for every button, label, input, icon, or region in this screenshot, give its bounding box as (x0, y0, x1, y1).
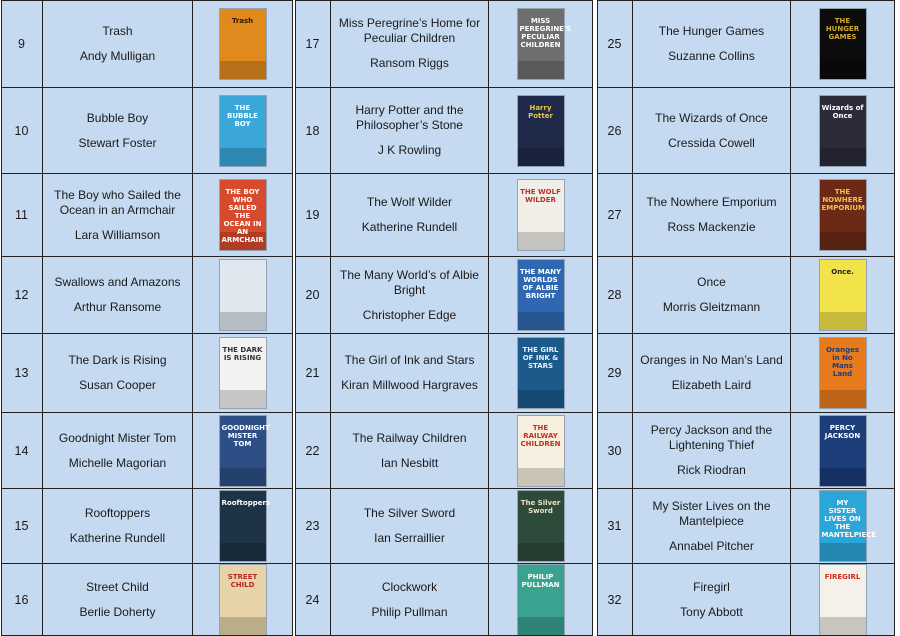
book-title: Goodnight Mister Tom (58, 430, 177, 445)
book-author: J K Rowling (377, 143, 442, 157)
book-details (331, 564, 489, 636)
book-cover-image (518, 180, 564, 250)
book-cover-cell (791, 257, 895, 333)
book-number: 25 (597, 0, 633, 87)
book-cover-cell (193, 564, 293, 636)
book-author: Ransom Riggs (370, 56, 449, 70)
cover-art (518, 543, 564, 561)
book-cover-cell (193, 334, 293, 412)
cover-art (820, 617, 866, 635)
book-cover-image (820, 338, 866, 408)
book-row (295, 563, 593, 636)
book-cover-cell (791, 0, 895, 87)
book-cover-image (820, 260, 866, 330)
book-column-1 (1, 0, 293, 636)
book-row (295, 0, 593, 87)
cover-title-text: PHILIP PULLMAN (521, 573, 560, 589)
cover-art (820, 543, 866, 561)
book-row (597, 333, 895, 412)
book-author: Michelle Magorian (68, 455, 167, 470)
book-number: 26 (597, 88, 633, 173)
book-number: 22 (295, 413, 331, 488)
book-details (633, 257, 791, 333)
book-details (43, 489, 193, 563)
book-cover-cell (489, 564, 593, 636)
book-title: Swallows and Amazons (54, 275, 181, 289)
cover-title-text: Wizards of Once (821, 103, 864, 120)
book-row (1, 256, 293, 333)
book-author: Andy Mulligan (79, 48, 156, 63)
book-row (295, 333, 593, 412)
book-author: Cressida Cowell (668, 135, 755, 150)
cover-title-text: STREET CHILD (227, 573, 258, 589)
book-details (43, 174, 193, 256)
book-details (331, 88, 489, 173)
cover-art (518, 468, 564, 486)
book-row (597, 412, 895, 488)
cover-art (820, 390, 866, 408)
book-cover-cell (791, 334, 895, 412)
book-cover-cell (791, 174, 895, 256)
book-details (633, 564, 791, 636)
book-cover-cell (489, 88, 593, 173)
book-row (295, 488, 593, 563)
book-row (295, 87, 593, 173)
cover-art (518, 617, 564, 635)
book-number: 9 (1, 0, 43, 87)
cover-title-text: THE GIRL OF INK & STARS (522, 346, 559, 370)
book-cover-cell (489, 0, 593, 87)
cover-title-text: THE MANY WORLDS OF ALBIE BRIGHT (519, 268, 562, 300)
book-cover-image (518, 9, 572, 79)
book-row (1, 87, 293, 173)
book-cover-cell (791, 564, 895, 636)
book-number: 31 (597, 489, 633, 563)
book-number: 13 (1, 334, 43, 412)
book-cover-image (820, 96, 866, 166)
book-details (633, 88, 791, 173)
book-number: 24 (295, 564, 331, 636)
book-cover-image (820, 565, 866, 635)
book-author: Philip Pullman (371, 605, 448, 619)
book-details (43, 413, 193, 488)
book-author: Ian Nesbitt (380, 455, 439, 470)
cover-art (518, 390, 564, 408)
cover-title-text: Oranges in No Mans Land (825, 346, 860, 378)
cover-art (820, 468, 866, 486)
book-row (295, 256, 593, 333)
book-author: Katherine Rundell (69, 531, 166, 545)
book-author: Katherine Rundell (361, 220, 458, 234)
book-row (597, 87, 895, 173)
book-number: 11 (1, 174, 43, 256)
book-cover-image (518, 491, 564, 561)
cover-title-text: THE WOLF WILDER (520, 188, 561, 204)
cover-art (220, 617, 266, 635)
book-title: The Nowhere Emporium (646, 195, 777, 209)
book-details (331, 0, 489, 87)
book-cover-cell (193, 413, 293, 488)
cover-title-text: GOODNIGHT MISTER TOM (221, 423, 270, 448)
cover-art (220, 312, 266, 330)
book-author: Susan Cooper (79, 378, 156, 392)
book-cover-cell (489, 334, 593, 412)
book-column-2 (295, 0, 593, 636)
book-title: Street Child (86, 580, 149, 594)
book-details (43, 564, 193, 636)
book-cover-image (820, 416, 866, 486)
book-details (43, 88, 193, 173)
book-number: 29 (597, 334, 633, 412)
book-cover-cell (193, 257, 293, 333)
book-author: Lara Williamson (74, 227, 161, 242)
book-number: 19 (295, 174, 331, 256)
book-row (1, 333, 293, 412)
book-author: Suzanne Collins (668, 48, 755, 63)
book-author: Rick Riodran (677, 463, 746, 477)
cover-title-text: THE NOWHERE EMPORIUM (821, 188, 865, 212)
cover-art (820, 61, 866, 79)
book-cover-cell (193, 88, 293, 173)
book-number: 30 (597, 413, 633, 488)
book-details (331, 257, 489, 333)
book-number: 14 (1, 413, 43, 488)
cover-art (518, 61, 564, 79)
book-details (633, 334, 791, 412)
cover-art (220, 468, 266, 486)
book-title: The Silver Sword (363, 506, 456, 520)
book-row (1, 563, 293, 636)
cover-title-text: Rooftoppers (221, 499, 271, 507)
book-cover-image (220, 96, 266, 166)
book-number: 28 (597, 257, 633, 333)
book-cover-image (220, 416, 270, 486)
book-cover-cell (489, 174, 593, 256)
book-author: Kiran Millwood Hargraves (341, 378, 478, 392)
book-number: 23 (295, 489, 331, 563)
book-cover-cell (489, 489, 593, 563)
book-number: 15 (1, 489, 43, 563)
book-row (295, 412, 593, 488)
book-number: 27 (597, 174, 633, 256)
book-title: Trash (102, 23, 133, 38)
cover-title-text: PERCY JACKSON (824, 423, 861, 440)
cover-title-text: Harry Potter (528, 103, 553, 120)
cover-title-text: THE HUNGER GAMES (825, 16, 860, 41)
book-title: The Hunger Games (658, 23, 765, 38)
book-cover-image (518, 96, 564, 166)
book-author: Stewart Foster (78, 135, 157, 150)
cover-title-text: Trash (231, 16, 254, 25)
book-number: 20 (295, 257, 331, 333)
cover-art (518, 312, 564, 330)
book-author: Tony Abbott (680, 605, 743, 619)
book-number: 16 (1, 564, 43, 636)
book-title: Clockwork (381, 580, 438, 594)
book-title: Once (697, 275, 726, 289)
book-title: The Girl of Ink and Stars (344, 353, 475, 367)
book-column-3 (597, 0, 895, 636)
cover-art (220, 148, 266, 166)
cover-art (518, 148, 564, 166)
book-row (295, 173, 593, 256)
book-author: Annabel Pitcher (669, 538, 754, 553)
cover-title-text: THE DARK IS RISING (222, 346, 263, 362)
book-title: My Sister Lives on the Mantelpiece (652, 498, 771, 528)
cover-title-text: MY SISTER LIVES ON THE MANTELPIECE (821, 499, 877, 539)
book-number: 18 (295, 88, 331, 173)
book-cover-image (220, 9, 266, 79)
book-cover-image (220, 491, 271, 561)
book-number: 21 (295, 334, 331, 412)
book-details (331, 489, 489, 563)
book-cover-image (518, 338, 564, 408)
book-title: Oranges in No Man’s Land (640, 353, 783, 367)
book-cover-cell (791, 489, 895, 563)
cover-art (820, 232, 866, 250)
book-details (633, 0, 791, 87)
book-author: Arthur Ransome (73, 300, 162, 314)
cover-art (220, 543, 266, 561)
book-row (1, 173, 293, 256)
book-row (597, 173, 895, 256)
book-number: 17 (295, 0, 331, 87)
book-author: Morris Gleitzmann (662, 300, 761, 314)
cover-art (820, 148, 866, 166)
book-details (331, 174, 489, 256)
book-row (597, 563, 895, 636)
book-details (633, 413, 791, 488)
cover-title-text: THE RAILWAY CHILDREN (520, 423, 561, 448)
book-title: Firegirl (693, 580, 730, 594)
book-author: Ian Serraillier (374, 531, 445, 545)
book-title: Harry Potter and the Philosopher’s Stone (355, 103, 464, 132)
book-cover-cell (489, 257, 593, 333)
book-cover-cell (489, 413, 593, 488)
book-details (331, 413, 489, 488)
book-author: Ross Mackenzie (667, 220, 756, 234)
book-cover-cell (193, 489, 293, 563)
book-number: 32 (597, 564, 633, 636)
book-cover-image (518, 416, 564, 486)
book-cover-image (220, 565, 266, 635)
book-author: Christopher Edge (362, 307, 457, 322)
book-number: 10 (1, 88, 43, 173)
book-cover-image (518, 565, 564, 635)
cover-art (220, 61, 266, 79)
book-details (43, 257, 193, 333)
cover-title-text: THE BUBBLE BOY (227, 103, 258, 128)
cover-title-text: THE BOY WHO SAILED THE OCEAN IN AN ARMCHAIR (221, 188, 264, 244)
book-cover-image (820, 491, 877, 561)
book-title: Bubble Boy (86, 110, 149, 125)
book-number: 12 (1, 257, 43, 333)
book-details (633, 174, 791, 256)
book-cover-cell (791, 88, 895, 173)
book-cover-image (220, 260, 266, 330)
cover-title-text: Once. (831, 268, 854, 276)
cover-title-text: MISS PEREGRINE'S PECULIAR CHILDREN (519, 16, 572, 49)
book-cover-image (518, 260, 564, 330)
cover-title-text: FIREGIRL (824, 573, 861, 581)
cover-title-text: The Silver Sword (520, 499, 561, 515)
book-title: The Boy who Sailed the Ocean in an Armchair (54, 187, 181, 217)
book-title: Miss Peregrine’s Home for Peculiar Children (338, 16, 481, 45)
cover-art (518, 232, 564, 250)
book-cover-cell (193, 0, 293, 87)
book-cover-cell (791, 413, 895, 488)
book-details (633, 489, 791, 563)
book-title: The Dark is Rising (68, 353, 167, 367)
book-title: Percy Jackson and the Lightening Thief (650, 423, 773, 452)
book-row (1, 488, 293, 563)
book-details (43, 334, 193, 412)
book-row (597, 256, 895, 333)
book-title: The Railway Children (352, 430, 467, 445)
book-row (597, 488, 895, 563)
book-cover-image (820, 9, 866, 79)
book-cover-image (220, 338, 266, 408)
book-title: The Many World’s of Albie Bright (340, 267, 479, 297)
book-details (331, 334, 489, 412)
book-row (1, 0, 293, 87)
cover-art (220, 390, 266, 408)
book-author: Berlie Doherty (79, 605, 156, 619)
book-cover-cell (193, 174, 293, 256)
book-cover-image (220, 180, 266, 250)
book-details (43, 0, 193, 87)
book-title: The Wizards of Once (655, 110, 768, 125)
book-row (597, 0, 895, 87)
book-title: The Wolf Wilder (366, 195, 453, 209)
book-author: Elizabeth Laird (671, 378, 752, 392)
cover-art (820, 312, 866, 330)
book-row (1, 412, 293, 488)
book-cover-image (820, 180, 866, 250)
book-title: Rooftoppers (84, 506, 151, 520)
